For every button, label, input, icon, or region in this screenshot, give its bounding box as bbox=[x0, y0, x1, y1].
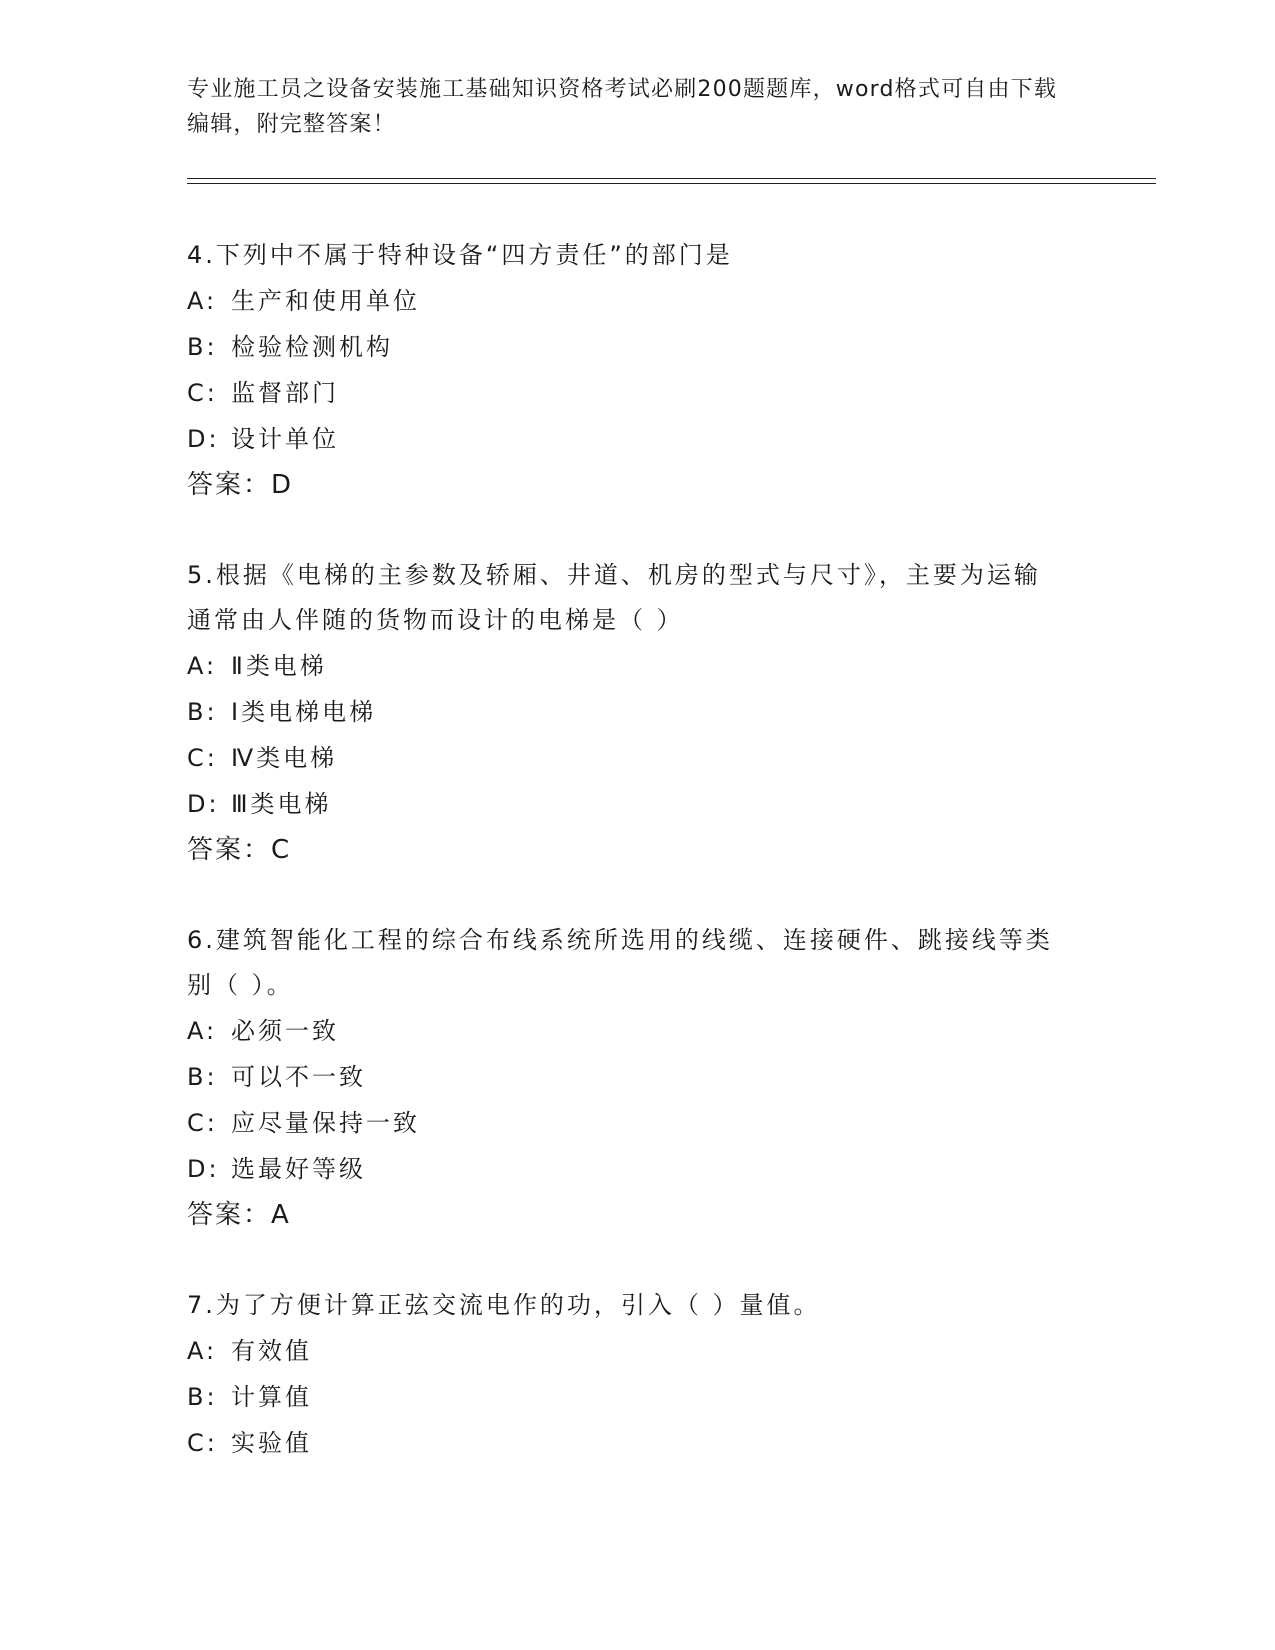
option-text: 实验值 bbox=[231, 1429, 312, 1457]
option-text: 监督部门 bbox=[231, 379, 339, 407]
option-c bbox=[187, 1420, 1067, 1466]
option-a bbox=[187, 1328, 1067, 1374]
option-text: Ⅱ类电梯 bbox=[231, 652, 327, 680]
document-header: 专业施工员之设备安装施工基础知识资格考试必刷200题题库，word格式可自由下载编辑，附完整答案！ bbox=[187, 77, 1058, 137]
option-text: 有效值 bbox=[231, 1337, 312, 1365]
header-divider-bottom bbox=[187, 183, 1156, 184]
question-stem: 6.建筑智能化工程的综合布线系统所选用的线缆、连接硬件、跳接线等类别（ ）。 bbox=[187, 926, 1053, 999]
answer-line: 答案：C bbox=[187, 835, 292, 865]
option-text: Ⅲ类电梯 bbox=[231, 790, 332, 818]
option-a bbox=[187, 643, 1067, 689]
option-text: Ⅳ类电梯 bbox=[231, 744, 338, 772]
option-text: 选最好等级 bbox=[231, 1155, 366, 1183]
option-b bbox=[187, 1374, 1067, 1420]
option-b bbox=[187, 689, 1067, 735]
option-c bbox=[187, 1100, 1067, 1146]
question-4 bbox=[187, 233, 1067, 508]
option-text: 必须一致 bbox=[231, 1017, 339, 1045]
option-text: 应尽量保持一致 bbox=[231, 1109, 420, 1137]
header-divider-top bbox=[187, 178, 1156, 179]
option-letter: B: bbox=[187, 333, 218, 361]
option-d bbox=[187, 781, 1067, 827]
option-letter: A: bbox=[187, 1017, 218, 1045]
option-letter: B: bbox=[187, 1063, 218, 1091]
option-text: 生产和使用单位 bbox=[231, 287, 420, 315]
option-text: Ⅰ类电梯电梯 bbox=[231, 698, 377, 726]
option-text: 计算值 bbox=[231, 1383, 312, 1411]
option-letter: C: bbox=[187, 744, 218, 772]
question-7 bbox=[187, 1283, 1067, 1466]
option-b bbox=[187, 1054, 1067, 1100]
question-stem: 7.为了方便计算正弦交流电作的功，引入（ ）量值。 bbox=[187, 1291, 821, 1319]
answer-line: 答案：D bbox=[187, 470, 294, 500]
option-letter: D: bbox=[187, 790, 220, 818]
option-letter: C: bbox=[187, 1429, 218, 1457]
option-letter: A: bbox=[187, 652, 218, 680]
question-stem: 4.下列中不属于特种设备“四方责任”的部门是 bbox=[187, 241, 733, 269]
option-c bbox=[187, 735, 1067, 781]
option-letter: B: bbox=[187, 1383, 218, 1411]
option-letter: D: bbox=[187, 1155, 220, 1183]
answer-line: 答案：A bbox=[187, 1200, 291, 1230]
option-letter: A: bbox=[187, 1337, 218, 1365]
option-text: 检验检测机构 bbox=[231, 333, 393, 361]
option-text: 设计单位 bbox=[231, 425, 339, 453]
option-d bbox=[187, 416, 1067, 462]
option-letter: C: bbox=[187, 379, 218, 407]
option-a bbox=[187, 278, 1067, 324]
option-c bbox=[187, 370, 1067, 416]
option-b bbox=[187, 324, 1067, 370]
option-letter: C: bbox=[187, 1109, 218, 1137]
option-letter: B: bbox=[187, 698, 218, 726]
option-a bbox=[187, 1008, 1067, 1054]
option-d bbox=[187, 1146, 1067, 1192]
option-text: 可以不一致 bbox=[231, 1063, 366, 1091]
option-letter: D: bbox=[187, 425, 220, 453]
option-letter: A: bbox=[187, 287, 218, 315]
question-stem: 5.根据《电梯的主参数及轿厢、井道、机房的型式与尺寸》，主要为运输通常由人伴随的货物而设计的电梯是（ ） bbox=[187, 561, 1041, 634]
question-5 bbox=[187, 553, 1067, 873]
question-6 bbox=[187, 918, 1067, 1238]
